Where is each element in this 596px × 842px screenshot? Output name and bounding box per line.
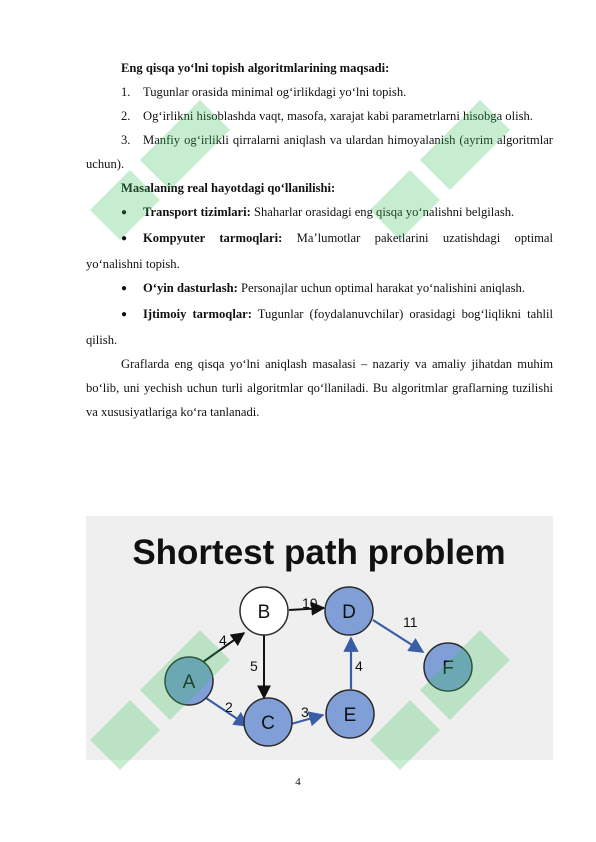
goal-number: 3.	[121, 133, 131, 147]
applications-heading: Masalaning real hayotdagi qo‘llanilishi:	[121, 181, 336, 195]
edge-weight-a-b: 4	[219, 632, 227, 648]
application-text: Tugunlar (foydalanuvchilar) orasidagi bog‘liqlikni tahlil qilish.	[86, 307, 554, 347]
goal-number: 2.	[121, 109, 131, 123]
edge-weight-a-c: 2	[225, 699, 233, 715]
goal-text: Manfiy og‘irlikli qirralarni aniqlash va ulardan himoyalanish (ayrim algoritmlar uchun).	[86, 133, 553, 171]
graph-node-c	[244, 698, 292, 746]
node-label: F	[442, 658, 454, 679]
body-text	[86, 56, 553, 424]
application-text: Shaharlar orasidagi eng qisqa yo‘nalishni belgilash.	[254, 205, 515, 219]
goal-number: 1.	[121, 85, 131, 99]
conclusion-paragraph: Graflarda eng qisqa yo‘lni aniqlash masalasi – nazariy va amaliy jihatdan muhim bo‘lib, uni yechish uchun turli algoritmlar qo‘llaniladi. Bu algoritmlar graflarning tuzilishi va xususiyatlariga ko‘ra tanlanadi.	[86, 357, 553, 419]
bullet-icon: ●	[121, 309, 128, 320]
goal-item-3	[86, 128, 553, 176]
page-number: 4	[295, 776, 301, 788]
application-term: Transport tizimlari:	[143, 205, 251, 219]
graph-node-f	[424, 643, 472, 691]
goal-item-2	[86, 104, 553, 128]
application-term: Ijtimoiy tarmoqlar:	[143, 307, 252, 321]
goals-heading: Eng qisqa yo‘lni topish algoritmlarining maqsadi:	[121, 61, 390, 75]
goal-item-1	[86, 80, 553, 104]
bullet-icon: ●	[121, 283, 128, 294]
bullet-icon: ●	[121, 233, 128, 244]
application-item-networks	[86, 226, 553, 276]
application-text: Ma’lumotlar paketlarini uzatishdagi optimal yo‘nalishni topish.	[86, 231, 554, 271]
goal-text: Og‘irlikni hisoblashda vaqt, masofa, xarajat kabi parametrlarni hisobga olish.	[143, 109, 533, 123]
edge-weight-b-c: 5	[250, 658, 258, 674]
bullet-icon: ●	[121, 207, 128, 218]
node-label: B	[257, 602, 271, 623]
figure-title: Shortest path problem	[132, 533, 506, 572]
application-term: O‘yin dasturlash:	[143, 281, 238, 295]
edge-weight-c-e: 3	[301, 704, 309, 720]
graph-node-b	[240, 587, 288, 635]
node-label: D	[342, 602, 356, 623]
graph-diagram	[86, 516, 553, 760]
graph-node-e	[326, 690, 374, 738]
application-text: Personajlar uchun optimal harakat yo‘nalishini aniqlash.	[240, 281, 525, 295]
node-label: C	[261, 713, 275, 734]
node-label: E	[343, 705, 357, 726]
application-item-transport	[86, 200, 553, 226]
application-item-social	[86, 302, 553, 352]
graph-node-d	[325, 587, 373, 635]
edge-weight-b-d: 10	[302, 595, 318, 611]
goal-text: Tugunlar orasida minimal og‘irlikdagi yo‘lni topish.	[143, 85, 407, 99]
node-label: A	[182, 672, 196, 693]
shortest-path-figure	[86, 516, 553, 760]
edge-weight-d-f: 11	[403, 614, 418, 630]
application-term: Kompyuter tarmoqlari:	[143, 231, 283, 245]
graph-node-a	[165, 657, 213, 705]
application-item-games	[86, 276, 553, 302]
edge-weight-e-d: 4	[355, 658, 363, 674]
